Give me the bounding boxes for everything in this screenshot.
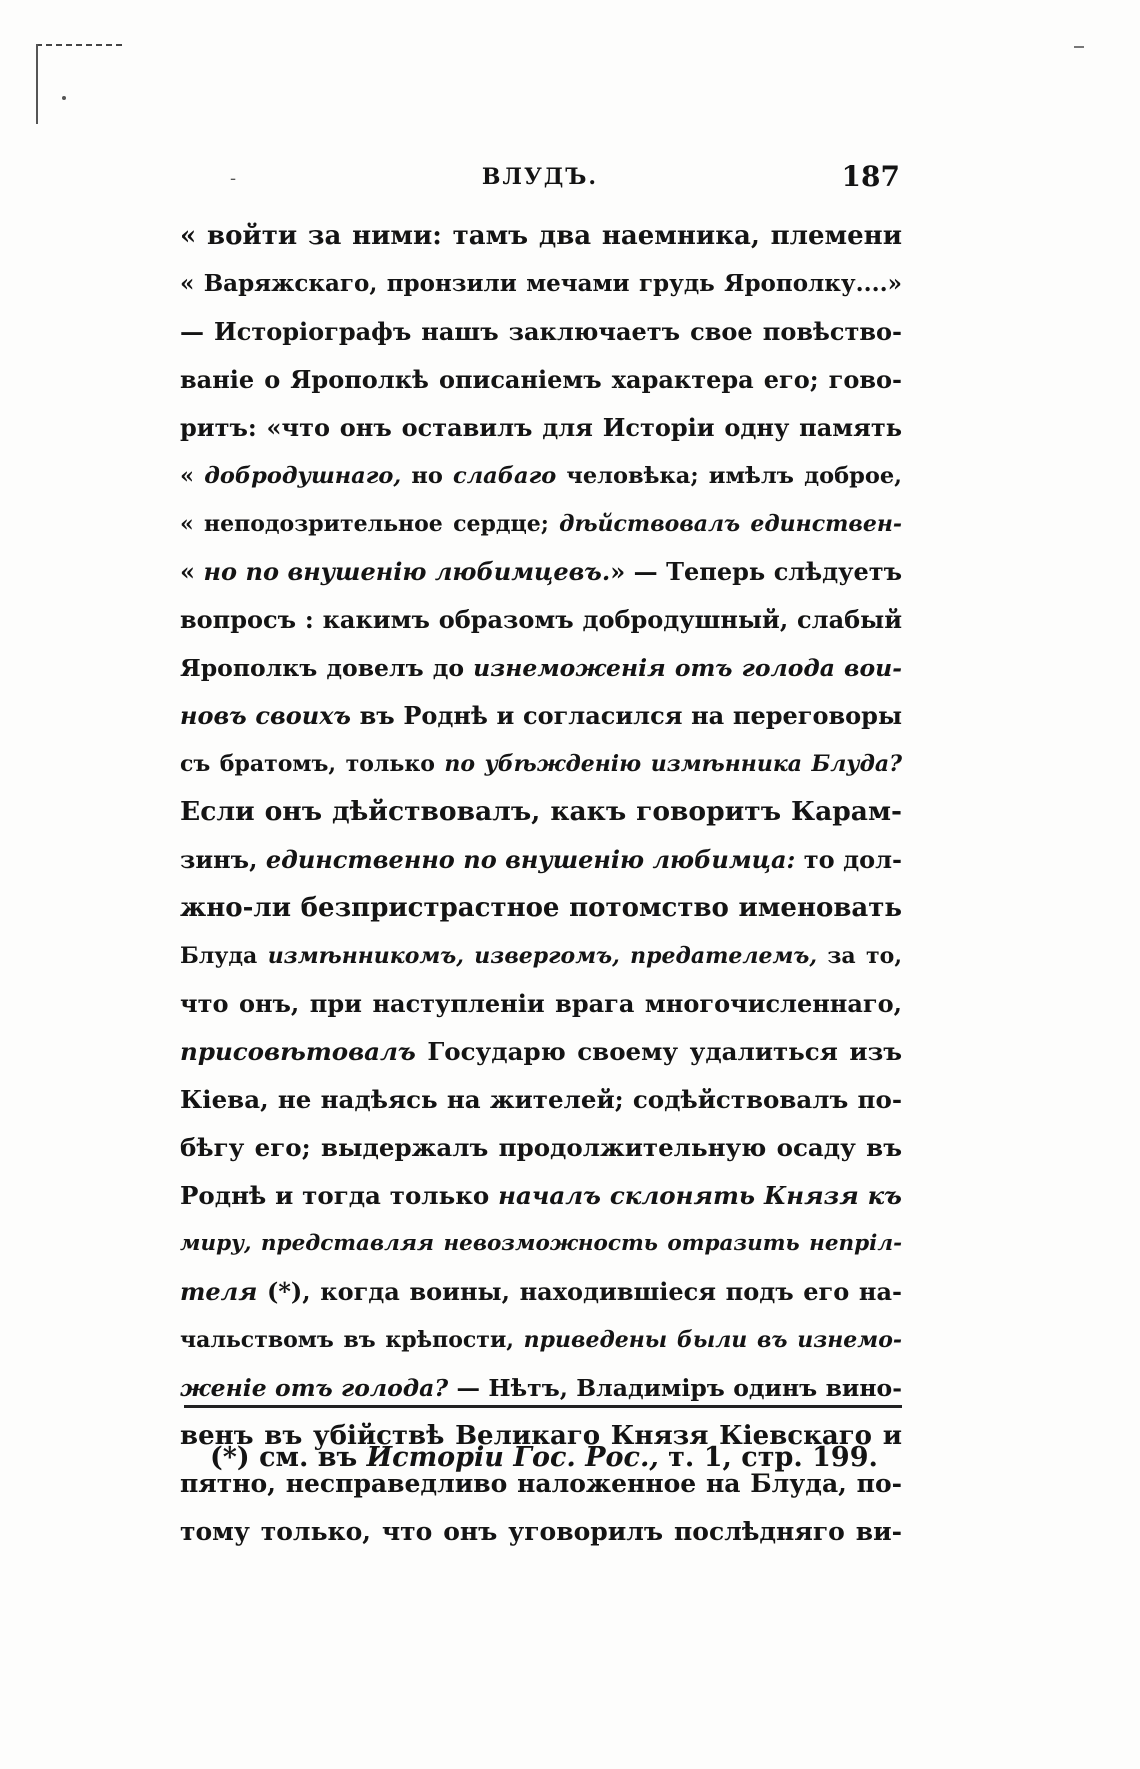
scan-speck	[62, 96, 66, 100]
italic-segment: приведены были въ изнемо-	[523, 1327, 902, 1353]
text-line	[180, 644, 902, 692]
text-line	[180, 596, 902, 644]
text-segment: но	[401, 463, 453, 489]
italic-segment: присовѣтовалъ	[180, 1037, 416, 1066]
footnote-source: Исторіи Гос. Рос.,	[366, 1442, 659, 1473]
italic-segment: миру, представляя невозможность отразить непріл-	[180, 1231, 902, 1256]
text-segment: венъ въ убійствѣ Великаго Князя Кіевскаго и	[180, 1421, 902, 1451]
italic-segment: женіе отъ голода?	[180, 1374, 449, 1402]
text-line	[180, 932, 902, 980]
text-line	[180, 548, 902, 596]
scan-border-right	[1074, 46, 1084, 48]
text-segment: чальствомъ въ крѣпости,	[180, 1327, 524, 1353]
text-line	[180, 1220, 902, 1268]
text-line	[180, 980, 902, 1028]
text-line	[180, 1172, 902, 1220]
italic-segment: по убѣжденію измѣнника Блуда?	[444, 751, 902, 777]
text-segment: « Варяжскаго, пронзили мечами грудь Ярополку....»	[180, 270, 902, 297]
italic-segment: началъ склонять Князя къ	[498, 1181, 902, 1210]
scan-border-left	[36, 44, 38, 124]
text-line	[180, 452, 902, 500]
text-segment: съ братомъ, только	[180, 751, 445, 777]
text-segment: Ярополкъ довелъ до	[180, 654, 474, 682]
text-line	[180, 788, 902, 836]
text-line	[180, 1076, 902, 1124]
text-line	[180, 740, 902, 788]
body-text	[180, 212, 902, 1556]
italic-segment: изнеможенія отъ голода вои-	[473, 654, 902, 682]
text-segment: (*), когда воины, находившіеся подъ его на-	[257, 1277, 902, 1306]
text-segment: вопросъ : какимъ образомъ добродушный, слабый	[180, 605, 902, 634]
text-line	[180, 404, 902, 452]
text-line	[180, 884, 902, 932]
text-line	[180, 260, 902, 308]
text-segment: Кіева, не надѣясь на жителей; содѣйствовалъ по-	[180, 1085, 902, 1114]
text-segment: Государю своему удалиться изъ	[415, 1037, 902, 1066]
footnote	[210, 1436, 890, 1480]
text-line	[180, 356, 902, 404]
text-segment: «	[180, 557, 204, 586]
text-segment: тому только, что онъ уговорилъ послѣдняго ви-	[180, 1517, 902, 1546]
italic-segment: измѣнникомъ, извергомъ, предателемъ,	[267, 943, 818, 969]
italic-segment: слабаго	[453, 463, 557, 489]
text-segment: Если онъ дѣйствовалъ, какъ говоритъ Карам-	[180, 796, 902, 827]
text-segment: пятно, несправедливо наложенное на Блуда, по-	[180, 1469, 902, 1498]
footnote-marker: (*) см. въ	[210, 1442, 367, 1473]
italic-segment: новъ своихъ	[180, 701, 351, 730]
text-segment: Роднѣ и тогда только	[180, 1181, 499, 1210]
text-segment: ваніе о Ярополкѣ описаніемъ характера его; гово-	[180, 365, 902, 394]
text-line	[180, 212, 902, 260]
text-segment: ритъ: «что онъ оставилъ для Исторіи одну память	[180, 413, 902, 442]
text-line	[180, 1124, 902, 1172]
text-line	[180, 308, 902, 356]
scan-border-top	[36, 44, 122, 46]
text-segment: «	[180, 463, 205, 489]
text-line	[180, 1268, 902, 1316]
running-head-mark: -	[230, 168, 237, 189]
text-line	[180, 1316, 902, 1364]
italic-segment: добродушнаго,	[204, 463, 402, 489]
text-segment: — Нѣтъ, Владиміръ одинъ вино-	[448, 1374, 902, 1402]
text-segment: » — Теперь слѣдуетъ	[610, 557, 902, 586]
text-line	[180, 692, 902, 740]
text-segment: Блуда	[180, 943, 268, 969]
text-segment: то дол-	[795, 845, 902, 874]
text-segment: за то,	[817, 943, 902, 969]
text-line	[180, 1028, 902, 1076]
footnote-reference: т. 1, стр. 199.	[658, 1442, 878, 1473]
text-line	[180, 1508, 902, 1556]
italic-segment: дѣйствовалъ единствен-	[559, 511, 902, 537]
text-segment: « войти за ними: тамъ два наемника, племени	[180, 221, 902, 251]
page-number: 187	[841, 160, 900, 193]
text-line	[180, 500, 902, 548]
text-segment: — Исторіографъ нашъ заключаетъ свое повѣство-	[180, 317, 902, 346]
text-segment: « неподозрительное сердце;	[180, 511, 560, 537]
running-head-title: ВЛУДЪ.	[481, 164, 599, 190]
text-segment: зинъ,	[180, 845, 266, 874]
text-segment: бѣгу его; выдержалъ продолжительную осаду въ	[180, 1133, 902, 1162]
text-segment: человѣка; имѣлъ доброе,	[556, 463, 902, 489]
text-line	[180, 836, 902, 884]
italic-segment: но по внушенію любимцевъ.	[203, 557, 611, 586]
text-segment: въ Роднѣ и согласился на переговоры	[350, 701, 902, 730]
footnote-rule	[184, 1405, 902, 1408]
italic-segment: единственно по внушенію любимца:	[265, 845, 796, 874]
running-head	[180, 160, 900, 200]
text-segment: что онъ, при наступленіи врага многочисленнаго,	[180, 989, 902, 1018]
text-segment: жно-ли безпристрастное потомство именовать	[180, 893, 902, 923]
italic-segment: теля	[180, 1277, 258, 1306]
